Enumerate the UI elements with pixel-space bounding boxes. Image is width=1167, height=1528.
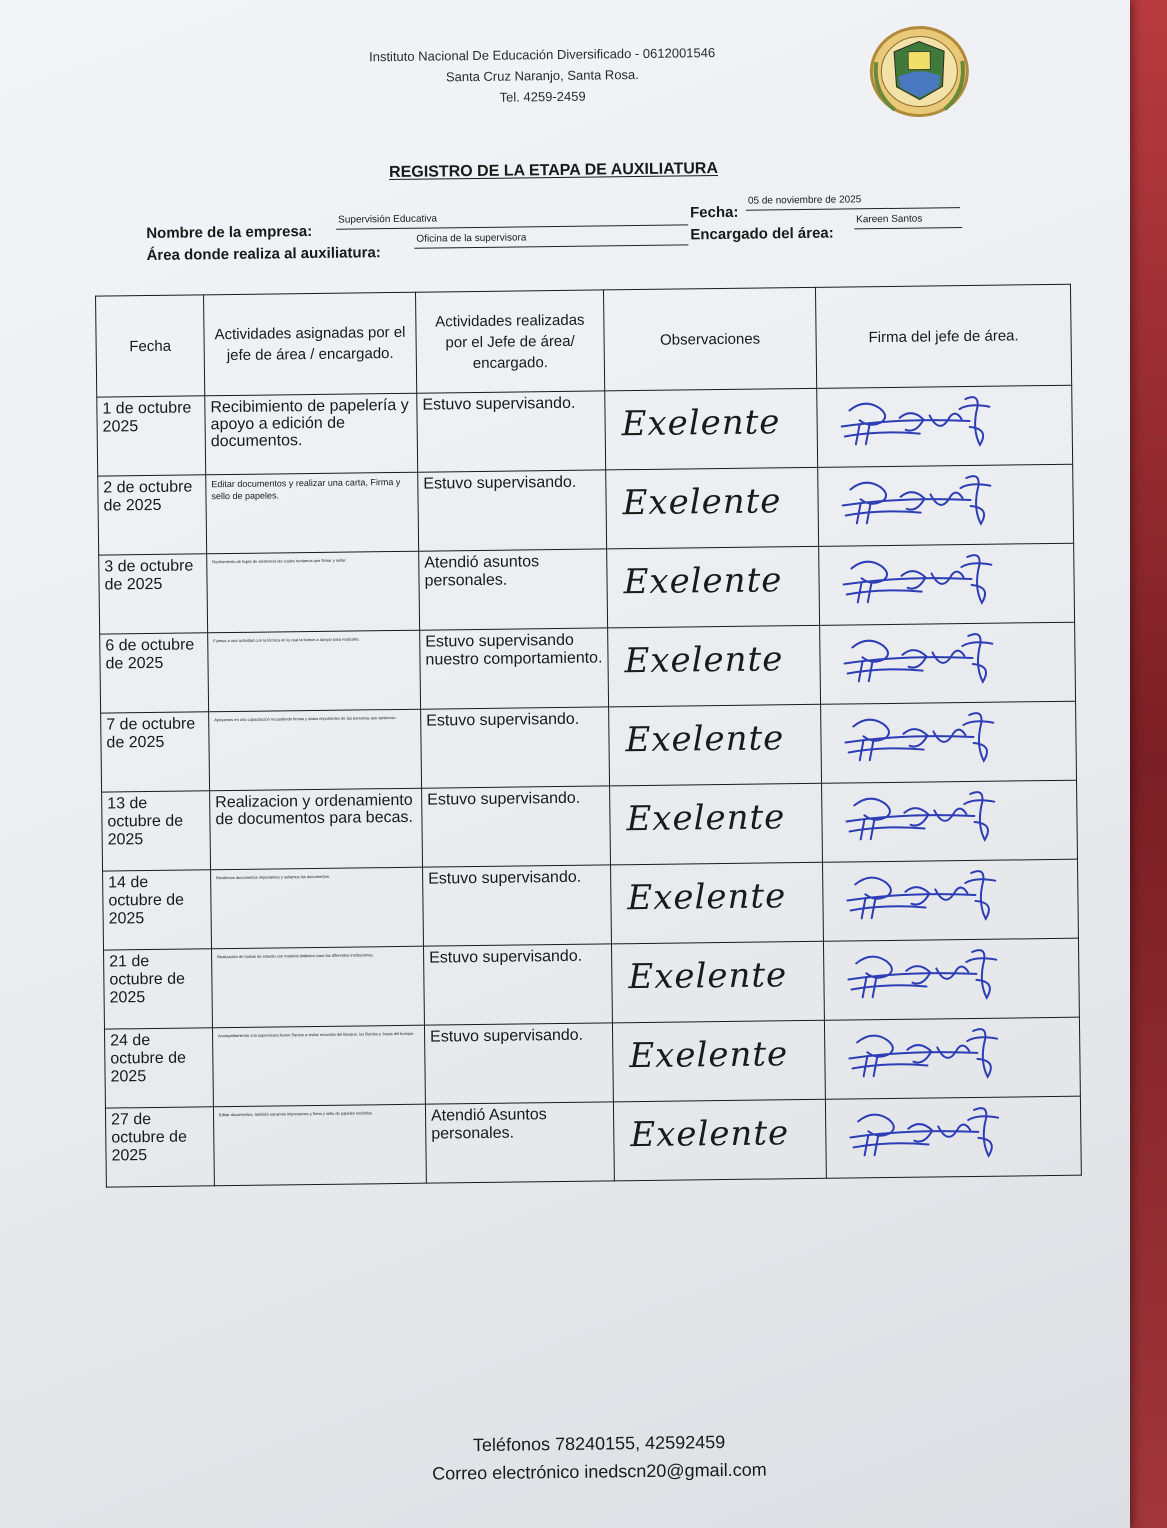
area-label: Área donde realiza al auxiliatura: xyxy=(146,244,381,265)
row-date: 24 de octubre de 2025 xyxy=(104,1028,213,1108)
row-date: 6 de octubre de 2025 xyxy=(100,633,209,713)
company-label: Nombre de la empresa: xyxy=(146,222,313,243)
table-row xyxy=(103,859,1079,950)
row-signature xyxy=(819,543,1075,625)
institution-name: Instituto Nacional De Educación Diversificado - 0612001546 xyxy=(368,45,716,65)
table-row xyxy=(98,464,1074,555)
handwritten-signature-icon xyxy=(827,1020,1073,1089)
row-performed-activity: Atendió Asuntos personales. xyxy=(425,1102,614,1183)
row-date: 7 de octubre de 2025 xyxy=(101,712,210,792)
row-observation: Exelente xyxy=(611,941,824,1023)
document-title: REGISTRO DE LA ETAPA DE AUXILIATURA xyxy=(388,160,719,182)
row-date: 2 de octubre de 2025 xyxy=(98,475,207,555)
row-signature xyxy=(820,622,1076,704)
handwritten-signature-icon xyxy=(826,941,1072,1010)
row-performed-activity: Estuvo supervisando. xyxy=(422,786,611,867)
row-date: 21 de octubre de 2025 xyxy=(104,949,213,1029)
row-signature xyxy=(822,780,1078,862)
table-row xyxy=(102,780,1078,871)
row-assigned-activity: Editar documentos, también sacamos impresiones y firma y sello de papeles recibidos. xyxy=(213,1104,426,1186)
handwritten-signature-icon xyxy=(821,546,1067,615)
row-signature xyxy=(825,1096,1081,1178)
row-performed-activity: Estuvo supervisando. xyxy=(417,391,606,472)
row-signature xyxy=(818,464,1074,546)
row-date: 1 de octubre 2025 xyxy=(97,396,206,476)
row-performed-activity: Estuvo supervisando nuestro comportamiento. xyxy=(420,628,609,709)
row-assigned-activity: Recibimiento de hojas de asistencia las cuales teníamos que firmar y sellar. xyxy=(207,551,420,633)
row-observation: Exelente xyxy=(605,388,818,470)
row-signature xyxy=(823,938,1079,1020)
row-assigned-activity: Recibimiento de papelería y apoyo a edición de documentos. xyxy=(205,393,418,475)
row-performed-activity: Estuvo supervisando. xyxy=(423,944,612,1025)
row-assigned-activity: Editar documentos y realizar una carta, Firma y sello de papeles. xyxy=(206,472,419,554)
footer xyxy=(389,1427,810,1488)
row-signature xyxy=(821,701,1077,783)
company-value: Supervisión Educativa xyxy=(336,210,688,229)
table-row xyxy=(100,622,1076,713)
date-value: 05 de noviembre de 2025 xyxy=(746,193,960,211)
handwritten-signature-icon xyxy=(819,388,1065,457)
row-assigned-activity: Realización de bolsas de estudio con material didáctico para las diferentes instituciones. xyxy=(212,946,425,1028)
handwritten-signature-icon xyxy=(825,862,1071,931)
row-performed-activity: Estuvo supervisando. xyxy=(418,470,607,551)
row-signature xyxy=(824,1017,1080,1099)
row-assigned-activity: Apoyamos en una capacitación recaudando firmas y datos importantes de las personas que asistieron. xyxy=(209,709,422,791)
row-observation: Exelente xyxy=(611,862,824,944)
row-signature xyxy=(817,385,1073,467)
row-observation: Exelente xyxy=(610,783,823,865)
row-observation: Exelente xyxy=(608,625,821,707)
header-assigned: Actividades asignadas por el jefe de área / encargado. xyxy=(204,292,417,396)
row-observation: Exelente xyxy=(607,546,820,628)
row-assigned-activity: Fuimos a una actividad con la técnica en la cual la fuimos a apoyar para realizarla. xyxy=(208,630,421,712)
row-date: 13 de octubre de 2025 xyxy=(102,791,211,871)
table-row xyxy=(104,1017,1080,1108)
row-observation: Exelente xyxy=(613,1099,826,1181)
date-label: Fecha: xyxy=(689,203,739,222)
row-assigned-activity: Realizacion y ordenamiento de documentos para becas. xyxy=(210,788,423,870)
row-performed-activity: Estuvo supervisando. xyxy=(421,707,610,788)
handwritten-signature-icon xyxy=(822,625,1068,694)
handwritten-signature-icon xyxy=(824,783,1070,852)
handwritten-signature-icon xyxy=(823,704,1069,773)
row-observation: Exelente xyxy=(609,704,822,786)
table-row xyxy=(101,701,1077,792)
table-header-row xyxy=(96,284,1072,397)
footer-email: Correo electrónico inedscn20@gmail.com xyxy=(432,1459,767,1484)
table-row xyxy=(104,938,1080,1029)
header-performed: Actividades realizadas por el Jefe de área/ encargado. xyxy=(416,290,605,393)
row-date: 14 de octubre de 2025 xyxy=(103,870,212,950)
area-value: Oficina de la supervisora xyxy=(414,230,688,248)
table-row xyxy=(99,543,1075,634)
row-observation: Exelente xyxy=(612,1020,825,1102)
row-assigned-activity: Acompañamiento a la supervisora Karen Santos a visitar escuelas del Bosque, los Bordos y Joyas del bosque. xyxy=(212,1025,425,1107)
institution-phone: Tel. 4259-2459 xyxy=(499,88,586,105)
handwritten-signature-icon xyxy=(828,1099,1074,1168)
handwritten-signature-icon xyxy=(820,467,1066,536)
row-performed-activity: Estuvo supervisando. xyxy=(423,865,612,946)
school-seal-icon xyxy=(864,21,975,122)
header-date: Fecha xyxy=(96,295,205,397)
manager-label: Encargado del área: xyxy=(690,224,834,244)
row-date: 3 de octubre de 2025 xyxy=(99,554,208,634)
institution-address: Santa Cruz Naranjo, Santa Rosa. xyxy=(445,66,639,85)
institution-header xyxy=(292,41,793,110)
row-assigned-activity: Recibimos documentos importantes y sellamos los documentos. xyxy=(211,867,424,949)
header-signature: Firma del jefe de área. xyxy=(815,284,1071,388)
row-performed-activity: Atendió asuntos personales. xyxy=(419,549,608,630)
row-performed-activity: Estuvo supervisando. xyxy=(424,1023,613,1104)
footer-phones: Teléfonos 78240155, 42592459 xyxy=(472,1432,726,1456)
row-date: 27 de octubre de 2025 xyxy=(105,1107,214,1187)
table-row xyxy=(97,385,1073,476)
header-observations: Observaciones xyxy=(603,287,816,391)
table-row xyxy=(105,1096,1081,1187)
activities-table xyxy=(95,284,1082,1188)
row-signature xyxy=(823,859,1079,941)
manager-value: Kareen Santos xyxy=(854,213,962,229)
row-observation: Exelente xyxy=(606,467,819,549)
